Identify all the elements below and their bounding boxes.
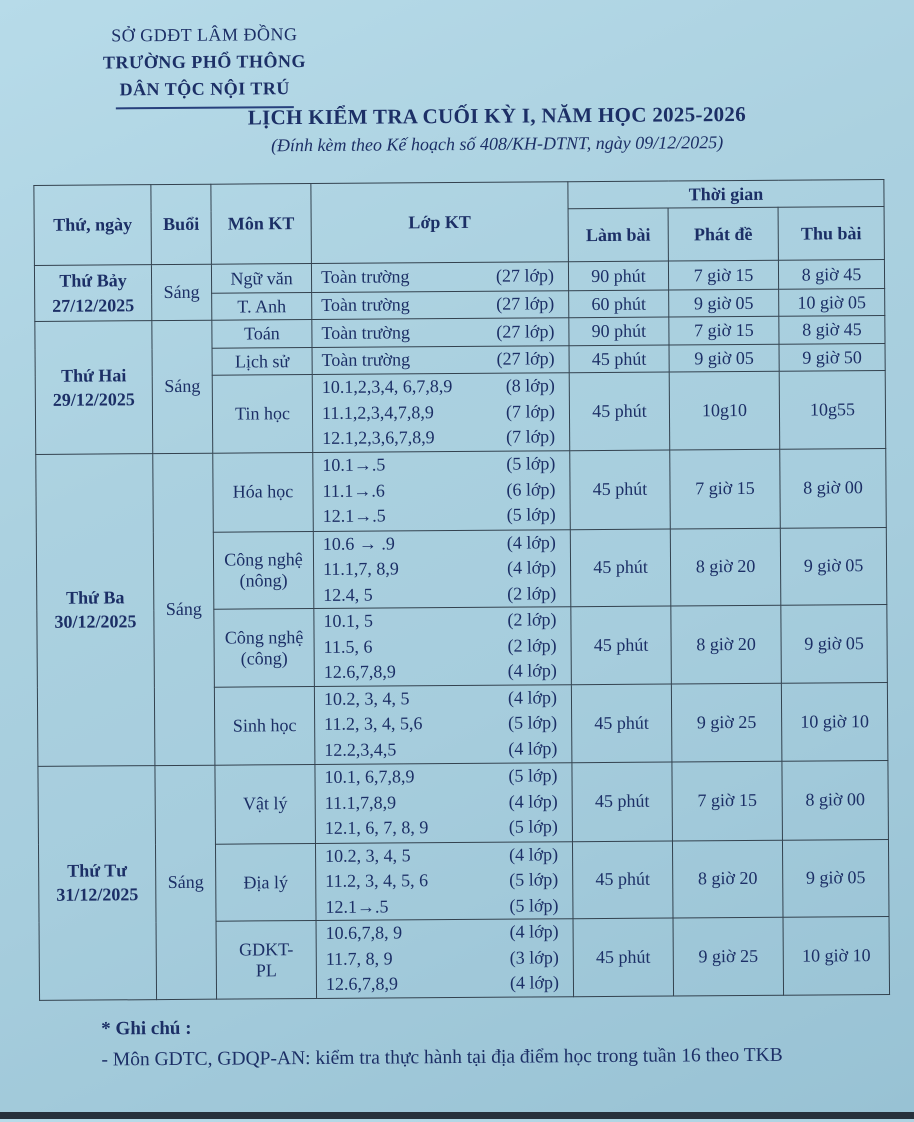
end-cell: 10 giờ 10 (781, 682, 888, 760)
subject-cell: Công nghệ (nông) (213, 531, 314, 609)
col-header-session: Buổi (151, 184, 212, 264)
day-date: 31/12/2025 (56, 884, 139, 906)
end-cell: 9 giờ 05 (782, 839, 889, 917)
page-title: LỊCH KIỂM TRA CUỐI KỲ I, NĂM HỌC 2025-2026 (247, 101, 747, 130)
col-header-day: Thứ, ngày (34, 185, 152, 266)
class-line: 12.2,3,4,5 (4 lớp) (324, 738, 558, 760)
org-school-line2: DÂN TỘC NỘI TRÚ (115, 75, 294, 109)
class-line: Toàn trường (27 lớp) (320, 265, 555, 288)
end-cell: 9 giờ 50 (779, 344, 885, 372)
end-cell: 8 giờ 45 (779, 316, 885, 345)
class-line: 11.1→.6 (6 lớp) (322, 479, 556, 501)
end-cell: 10 giờ 10 (783, 917, 890, 995)
end-cell: 8 giờ 00 (782, 760, 889, 840)
class-line: 11.1,7, 8,9 (4 lớp) (322, 557, 557, 580)
org-department: SỞ GDĐT LÂM ĐỒNG (111, 24, 298, 46)
day-cell (36, 453, 155, 766)
col-header-end: Thu bài (778, 207, 884, 261)
school-header (92, 21, 317, 110)
session-cell: Sáng (153, 453, 215, 765)
day-name: Thứ Ba (66, 587, 125, 608)
class-line: 11.5, 6 (2 lớp) (323, 635, 557, 657)
start-cell: 9 giờ 25 (671, 683, 782, 761)
duration-cell: 60 phút (569, 290, 669, 318)
duration-cell: 45 phút (571, 684, 672, 762)
class-line: 12.6,7,8,9 (4 lớp) (325, 972, 560, 995)
duration-cell: 90 phút (568, 261, 668, 291)
day-date: 29/12/2025 (52, 389, 135, 410)
end-cell: 9 giờ 05 (781, 605, 888, 683)
day-date: 27/12/2025 (52, 294, 135, 316)
col-header-start: Phát đề (668, 207, 778, 261)
duration-cell: 45 phút (572, 762, 673, 842)
class-list (316, 919, 574, 998)
class-line: 12.6,7,8,9 (4 lớp) (323, 660, 557, 683)
start-cell: 7 giờ 15 (670, 449, 781, 529)
start-cell: 9 giờ 25 (673, 917, 784, 995)
subject-cell: GDKT-PL (216, 921, 317, 999)
class-line: 12.1, 6, 7, 8, 9 (5 lớp) (324, 816, 558, 839)
start-cell: 7 giờ 15 (669, 316, 779, 345)
class-line: Toàn trường (27 lớp) (321, 321, 555, 343)
note-label: * Ghi chú : (101, 1017, 192, 1040)
day-name: Thứ Bảy (59, 270, 127, 291)
start-cell: 9 giờ 05 (669, 289, 779, 317)
start-cell: 9 giờ 05 (669, 344, 779, 372)
class-line: 11.1,2,3,4,7,8,9 (7 lớp) (321, 400, 556, 423)
day-cell (35, 321, 153, 454)
note-text: - Môn GDTC, GDQP-AN: kiểm tra thực hành tại địa điểm học trong tuần 16 theo TKB (101, 1045, 783, 1071)
duration-cell: 45 phút (573, 918, 674, 996)
start-cell: 10g10 (669, 371, 780, 449)
class-list (312, 291, 569, 320)
session-cell: Sáng (152, 320, 213, 453)
day-cell (38, 765, 157, 1000)
photo-bottom-edge (0, 1112, 914, 1119)
duration-cell: 45 phút (569, 372, 670, 450)
subject-cell: Tin học (212, 375, 313, 453)
class-line: 12.1→.5 (5 lớp) (322, 504, 556, 527)
start-cell: 7 giờ 15 (668, 260, 778, 290)
duration-cell: 45 phút (570, 450, 671, 530)
class-line: 10.1, 5 (2 lớp) (323, 609, 557, 632)
class-list (312, 373, 570, 452)
duration-cell: 45 phút (572, 841, 673, 919)
class-list (311, 262, 568, 293)
subject-cell: Vật lý (215, 764, 316, 844)
class-list (314, 685, 572, 764)
end-cell: 8 giờ 00 (780, 448, 887, 528)
class-line: 11.2, 3, 4, 5,6 (5 lớp) (324, 712, 558, 735)
duration-cell: 45 phút (571, 606, 672, 684)
class-list (315, 841, 573, 920)
duration-cell: 90 phút (569, 317, 669, 346)
class-line: 10.6,7,8, 9 (4 lớp) (325, 921, 559, 944)
start-cell: 7 giờ 15 (672, 761, 783, 841)
org-school-line1: TRƯỜNG PHỔ THÔNG (102, 51, 307, 73)
day-cell (34, 265, 151, 322)
subject-cell: Công nghệ (công) (214, 609, 315, 687)
class-list (314, 607, 572, 686)
class-list (312, 346, 569, 375)
footnotes (101, 1009, 891, 1076)
subject-cell: Ngữ văn (211, 264, 311, 294)
subject-cell: Lịch sử (212, 348, 312, 376)
class-line: 11.2, 3, 4, 5, 6 (5 lớp) (325, 869, 559, 892)
subject-cell: Địa lý (215, 843, 316, 921)
class-line: Toàn trường (27 lớp) (321, 293, 555, 316)
page-subtitle: (Đính kèm theo Kế hoạch số 408/KH-DTNT, ngày 09/12/2025) (270, 132, 724, 156)
end-cell: 8 giờ 45 (778, 260, 884, 290)
col-header-subject: Môn KT (211, 184, 312, 265)
day-name: Thứ Tư (67, 860, 128, 881)
class-list (315, 762, 573, 843)
class-line: 10.2, 3, 4, 5 (4 lớp) (323, 687, 558, 709)
day-date: 30/12/2025 (54, 611, 137, 632)
end-cell: 10 giờ 05 (779, 289, 885, 317)
duration-cell: 45 phút (570, 529, 671, 607)
class-line: 10.1, 6,7,8,9 (5 lớp) (324, 765, 558, 788)
end-cell: 9 giờ 05 (780, 527, 887, 605)
subject-cell: Hóa học (213, 452, 314, 532)
session-cell: Sáng (155, 765, 217, 1000)
col-header-classes: Lớp KT (311, 182, 569, 264)
subject-cell: T. Anh (212, 293, 312, 321)
col-header-time-group: Thời gian (568, 180, 884, 209)
subject-cell: Toán (212, 320, 312, 349)
class-line: 12.1,2,3,6,7,8,9 (7 lớp) (322, 426, 556, 449)
day-name: Thứ Hai (60, 364, 127, 386)
start-cell: 8 giờ 20 (672, 840, 783, 918)
class-line: Toàn trường (27 lớp) (321, 348, 555, 371)
class-line: 10.2, 3, 4, 5 (4 lớp) (324, 843, 559, 866)
class-line: 12.1→.5 (5 lớp) (325, 894, 559, 917)
class-list (313, 450, 571, 531)
duration-cell: 45 phút (569, 345, 669, 373)
class-line: 10.1→.5 (5 lớp) (322, 453, 556, 476)
subject-cell: Sinh học (214, 686, 315, 764)
class-line: 12.4, 5 (2 lớp) (323, 583, 557, 605)
class-line: 11.1,7,8,9 (4 lớp) (324, 791, 558, 813)
class-list (312, 318, 569, 348)
start-cell: 8 giờ 20 (670, 528, 781, 606)
class-line: 11.7, 8, 9 (3 lớp) (325, 947, 559, 969)
class-line: 10.1,2,3,4, 6,7,8,9 (8 lớp) (321, 375, 555, 397)
class-list (313, 529, 571, 608)
end-cell: 10g55 (779, 371, 886, 449)
exam-schedule-table (33, 179, 890, 1001)
session-cell: Sáng (151, 264, 211, 320)
class-line: 10.6 → .9 (4 lớp) (322, 531, 556, 554)
start-cell: 8 giờ 20 (671, 606, 782, 684)
col-header-duration: Làm bài (568, 208, 668, 262)
